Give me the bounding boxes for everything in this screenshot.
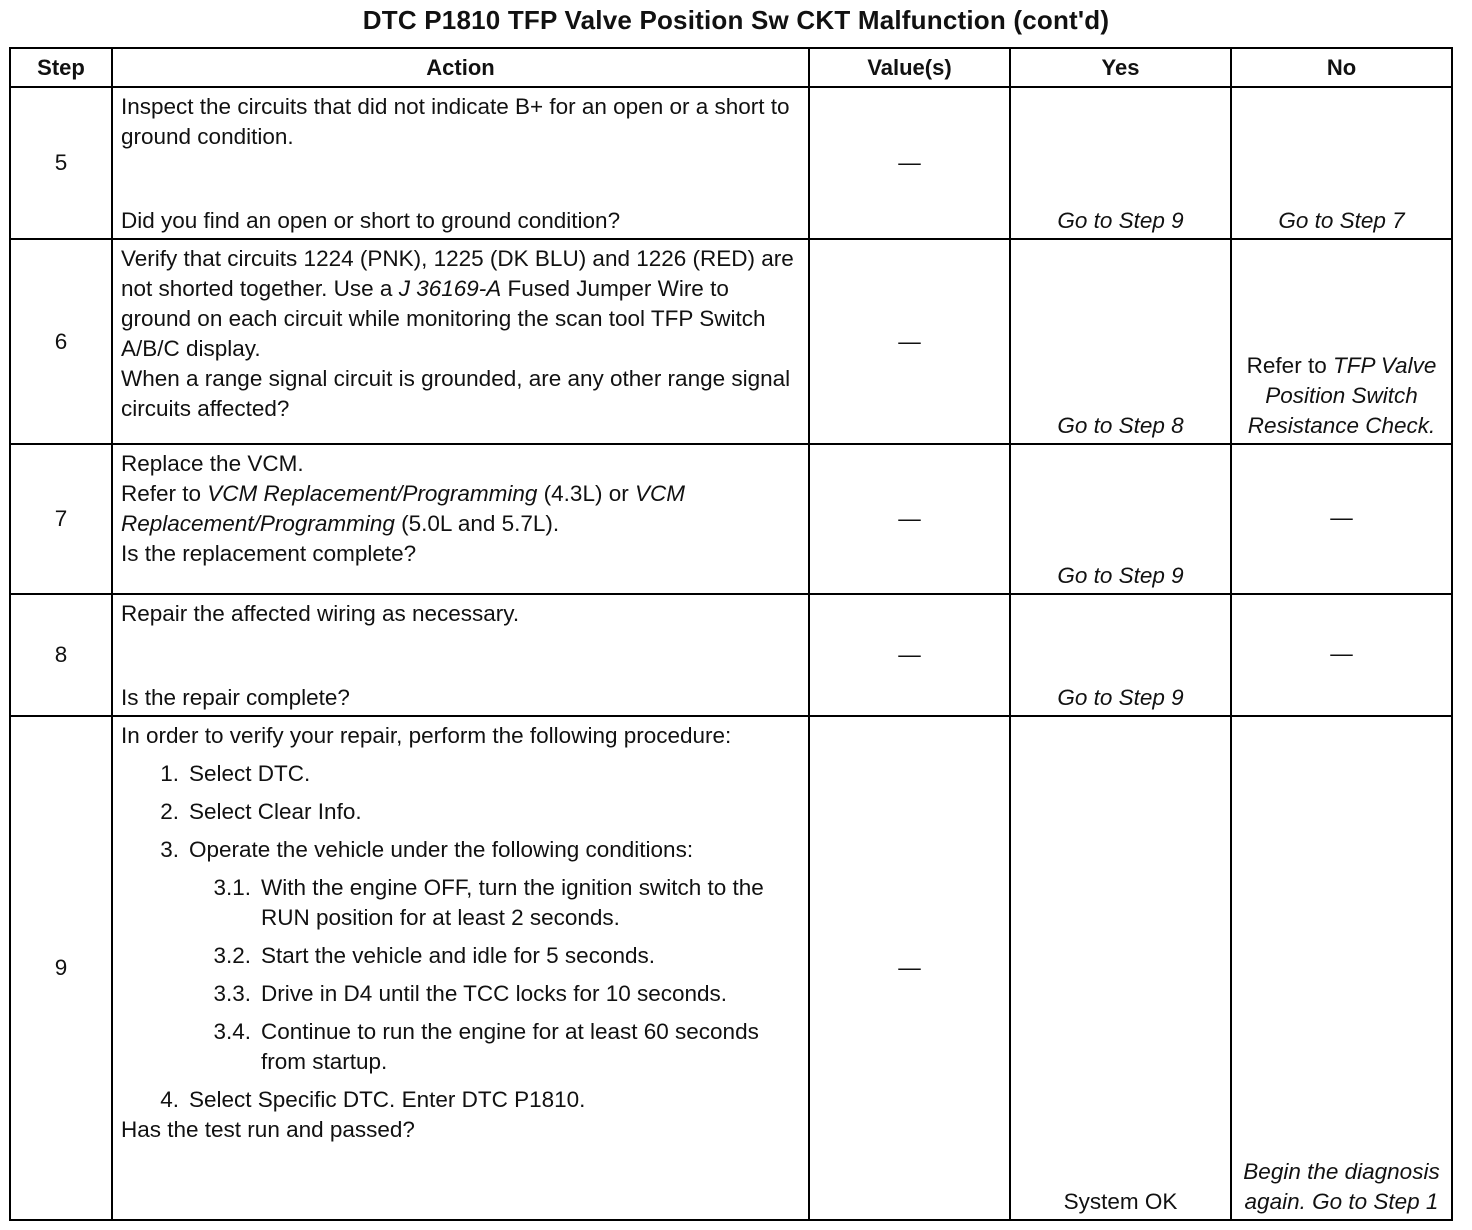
dash-value: — bbox=[898, 955, 921, 980]
no-cell: Go to Step 7 bbox=[1231, 87, 1452, 239]
list-number: 2. bbox=[160, 799, 179, 824]
sub-list-item bbox=[121, 873, 798, 933]
value-cell bbox=[809, 444, 1010, 594]
action-question: Did you find an open or short to ground condition? bbox=[121, 208, 621, 233]
value-cell bbox=[809, 87, 1010, 239]
step-number: 7 bbox=[10, 444, 112, 594]
yes-cell: System OK bbox=[1010, 716, 1231, 1220]
list-item bbox=[121, 1085, 798, 1115]
list-item bbox=[121, 797, 798, 827]
list-text: Drive in D4 until the TCC locks for 10 seconds. bbox=[261, 981, 728, 1006]
step-number: 5 bbox=[10, 87, 112, 239]
dash-value: — bbox=[1330, 641, 1353, 666]
step-number: 9 bbox=[10, 716, 112, 1220]
ref-mid: (4.3L) or bbox=[537, 481, 635, 506]
no-reference: TFP Valve Position Switch Resistance Check. bbox=[1247, 353, 1437, 438]
list-number: 3. bbox=[160, 837, 179, 862]
action-cell bbox=[112, 444, 809, 594]
yes-cell: Go to Step 9 bbox=[1010, 87, 1231, 239]
list-text: Select Specific DTC. Enter DTC P1810. bbox=[189, 1087, 586, 1112]
table-row bbox=[10, 594, 1452, 716]
action-cell bbox=[112, 716, 809, 1220]
value-cell bbox=[809, 716, 1010, 1220]
action-text: In order to verify your repair, perform the following procedure: bbox=[121, 723, 732, 748]
header-step: Step bbox=[10, 48, 112, 87]
action-question: Has the test run and passed? bbox=[121, 1117, 415, 1142]
action-question: Is the replacement complete? bbox=[121, 541, 417, 566]
tool-reference: J 36169-A bbox=[398, 276, 502, 301]
action-reference bbox=[121, 479, 798, 539]
table-row bbox=[10, 444, 1452, 594]
list-number: 3.3. bbox=[213, 981, 251, 1006]
sub-list-item bbox=[121, 979, 798, 1009]
no-cell bbox=[1231, 594, 1452, 716]
step-number: 6 bbox=[10, 239, 112, 444]
header-values: Value(s) bbox=[809, 48, 1010, 87]
list-text: Select DTC. bbox=[189, 761, 311, 786]
action-cell bbox=[112, 594, 809, 716]
list-text: With the engine OFF, turn the ignition switch to the RUN position for at least 2 seconds. bbox=[261, 875, 764, 930]
no-cell bbox=[1231, 239, 1452, 444]
action-text-part: Verify that circuits 1224 (PNK), 1225 (DK BLU) and 1226 (RED) are not shorted together. Use a bbox=[121, 246, 794, 301]
ref-prefix: Refer to bbox=[121, 481, 208, 506]
yes-cell: Go to Step 9 bbox=[1010, 594, 1231, 716]
ref-suffix: (5.0L and 5.7L). bbox=[394, 511, 560, 536]
header-action: Action bbox=[112, 48, 809, 87]
page-title: DTC P1810 TFP Valve Position Sw CKT Malfunction (cont'd) bbox=[362, 5, 1110, 35]
diagnostic-table bbox=[9, 47, 1453, 1221]
list-number: 1. bbox=[160, 761, 179, 786]
yes-cell: Go to Step 8 bbox=[1010, 239, 1231, 444]
list-text: Select Clear Info. bbox=[189, 799, 362, 824]
action-question: Is the repair complete? bbox=[121, 685, 350, 710]
sub-list-item bbox=[121, 1017, 798, 1077]
header-yes: Yes bbox=[1010, 48, 1231, 87]
no-cell bbox=[1231, 444, 1452, 594]
list-number: 4. bbox=[160, 1087, 179, 1112]
list-text: Operate the vehicle under the following conditions: bbox=[189, 837, 694, 862]
table-row bbox=[10, 239, 1452, 444]
table-row bbox=[10, 716, 1452, 1220]
value-cell bbox=[809, 594, 1010, 716]
header-no: No bbox=[1231, 48, 1452, 87]
action-text-part: Fused Jumper Wire to ground on each circuit while monitoring the scan tool TFP Switch A/B/C display. bbox=[121, 276, 766, 361]
value-cell bbox=[809, 239, 1010, 444]
dash-value: — bbox=[898, 328, 921, 354]
list-item bbox=[121, 759, 798, 789]
sub-list-item bbox=[121, 941, 798, 971]
dash-value: — bbox=[898, 506, 921, 531]
action-text: Replace the VCM. bbox=[121, 451, 304, 476]
dash-value: — bbox=[1330, 505, 1353, 530]
table-row bbox=[10, 87, 1452, 239]
action-text: Inspect the circuits that did not indicate B+ for an open or a short to ground condition. bbox=[121, 94, 790, 149]
list-text: Start the vehicle and idle for 5 seconds. bbox=[261, 943, 655, 968]
list-item bbox=[121, 835, 798, 865]
action-text bbox=[121, 244, 798, 364]
dash-value: — bbox=[898, 642, 921, 667]
doc-reference: VCM Replacement/Programming bbox=[207, 481, 538, 506]
list-number: 3.4. bbox=[213, 1019, 251, 1044]
dash-value: — bbox=[898, 150, 921, 175]
action-cell bbox=[112, 87, 809, 239]
list-number: 3.1. bbox=[213, 875, 251, 900]
action-text: Repair the affected wiring as necessary. bbox=[121, 601, 520, 626]
action-cell bbox=[112, 239, 809, 444]
list-number: 3.2. bbox=[213, 943, 251, 968]
yes-cell: Go to Step 9 bbox=[1010, 444, 1231, 594]
header-row bbox=[10, 48, 1452, 87]
action-question: When a range signal circuit is grounded, are any other range signal circuits affected? bbox=[121, 366, 791, 421]
list-text: Continue to run the engine for at least 60 seconds from startup. bbox=[261, 1019, 759, 1074]
step-number: 8 bbox=[10, 594, 112, 716]
no-cell: Begin the diagnosis again. Go to Step 1 bbox=[1231, 716, 1452, 1220]
no-prefix: Refer to bbox=[1246, 353, 1333, 378]
doc-reference: VCM Replacement/Programming bbox=[121, 481, 685, 536]
